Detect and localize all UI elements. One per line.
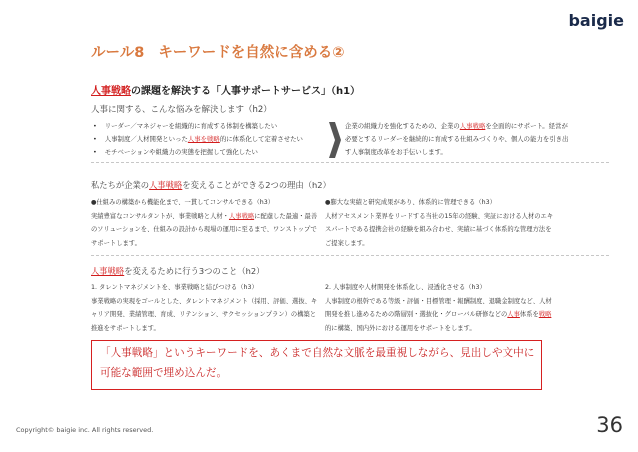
worries-heading: 人事に関する、こんな悩みを解決します（h2） <box>91 105 272 115</box>
divider <box>91 255 609 256</box>
do-right-body-b: 体系を <box>519 311 539 318</box>
solution-text-b: を全面的にサポート。経営が必要とするリーダーを継続的に育成する仕組みづくりや、個人の能力を引き出す人事制度改革をお手伝いします。 <box>345 122 569 156</box>
do-keyword: 人事戦略 <box>91 266 125 276</box>
do-right-body-c: 的に構築、国内外における運用をサポートをします。 <box>325 324 476 332</box>
h1-rest: の課題を解決する「人事サポートサービス」（h1） <box>131 86 361 97</box>
rule-title: キーワードを自然に含める② <box>158 45 345 61</box>
reason-left-keyword: 人事戦略 <box>228 212 255 220</box>
solution-keyword: 人事戦略 <box>459 122 486 130</box>
worries-list <box>93 120 323 159</box>
reason-right-body: 人材アセスメント業界をリードする当社の15年の経験、実証における人材のエキスパートである提携会社の経験を組み合わせ、実績に基づく体系的な管理方法をご提案します。 <box>325 212 554 247</box>
do-right-body-a: 人事制度の根幹である等級・評価・目標管理・報酬制度、退職金制度など、人材開発を推し進めるための階層別・選抜化・グローバル研修などの <box>325 297 552 318</box>
reason-left-body-a: 実績豊富なコンサルタントが、事業戦略と人材・ <box>91 212 229 220</box>
chevron-right-icon <box>329 122 341 158</box>
worry-item <box>93 133 323 146</box>
page-number: 36 <box>596 413 623 437</box>
reason-left-body-b: に配慮した最適・最善のソリューションを、仕組みの設計から現場の運用に至るまで、ワンストップでサポートします。 <box>91 212 318 247</box>
worry-text: 的に体系化して定着させたい <box>219 135 303 143</box>
do-heading <box>91 265 264 277</box>
rule-number: ルール8 <box>91 45 145 61</box>
worry-item: • モチベーションや組織力の実態を把握して強化したい <box>93 146 323 159</box>
reason-left <box>91 196 320 250</box>
do-heading-rest: を変えるために行う3つのこと（h2） <box>124 266 265 276</box>
reasons-heading-a: 私たちが企業の <box>91 180 150 190</box>
h1-keyword: 人事戦略 <box>91 86 131 97</box>
divider <box>91 162 609 163</box>
reason-left-title: ●仕組みの構築から機能化まで、一貫してコンサルできる（h3） <box>91 199 275 206</box>
h1-heading <box>91 82 360 97</box>
page-heading <box>91 41 345 62</box>
reasons-heading-b: を変えることができる2つの理由（h2） <box>182 180 331 190</box>
worry-item: • リーダー／マネジャーを組織的に育成する体制を構築したい <box>93 120 323 133</box>
copyright: Copyright© baigie inc. All rights reserved. <box>16 426 154 434</box>
baigie-logo: baigie <box>568 11 624 30</box>
solution-text <box>345 120 573 159</box>
do-right-keyword: 戦略 <box>538 311 552 318</box>
solution-text-a: 企業の組織力を強化するための、企業の <box>345 122 460 130</box>
do-left-body: 事業戦略の実現をゴールとした、タレントマネジメント（採用、評価、選抜、キャリア開発、業績管理、育成、リテンション、サクセッションプラン）の構築と推進をサポートします。 <box>91 297 318 332</box>
do-right-keyword: 人事 <box>507 311 520 318</box>
reason-right <box>325 196 555 250</box>
do-left <box>91 281 320 335</box>
reasons-keyword: 人事戦略 <box>149 180 183 190</box>
reasons-heading <box>91 179 331 191</box>
worry-text: 人事制度／人材開発といった <box>104 135 188 143</box>
summary-callout: 「人事戦略」というキーワードを、あくまで自然な文脈を最重視しながら、見出しや文中に可能な範囲で埋め込んだ。 <box>91 340 542 390</box>
reason-right-title: ●膨大な実績と研究成果があり、体系的に管理できる（h3） <box>325 199 496 206</box>
do-right-title: 2. 人事制度や人材開発を体系化し、浸透化させる（h3） <box>325 284 486 291</box>
do-left-title: 1. タレントマネジメントを、事業戦略と結びつける（h3） <box>91 284 258 291</box>
do-right <box>325 281 555 335</box>
worry-keyword: 人事を戦略 <box>187 135 220 143</box>
